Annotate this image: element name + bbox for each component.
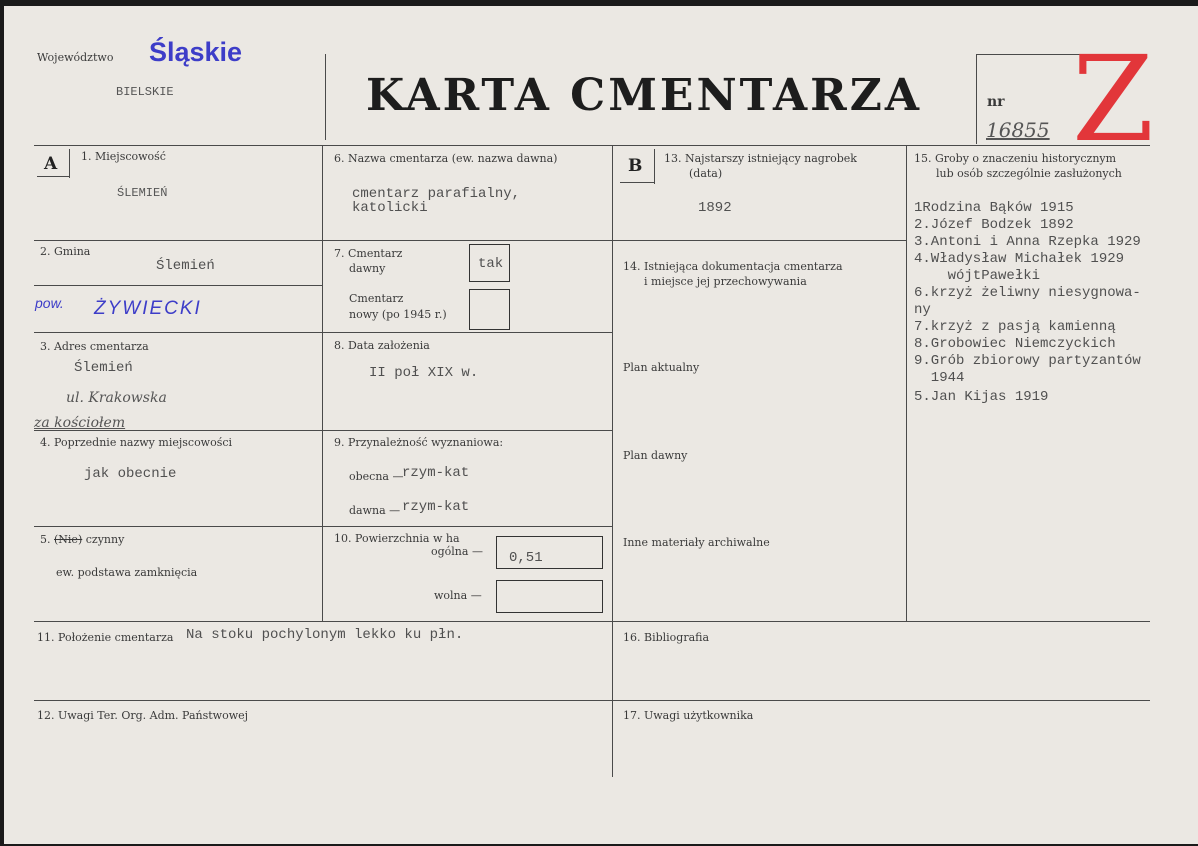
field7-label2: dawny	[349, 262, 386, 275]
graves-line: 8.Grobowiec Niemczyckich	[914, 336, 1116, 352]
field4-label: 4. Poprzednie nazwy miejscowości	[40, 436, 233, 449]
a-row-line-1	[34, 240, 322, 241]
field7-nowy-box	[469, 289, 510, 330]
a-row-line-2	[34, 285, 322, 286]
graves-line: 1944	[914, 370, 965, 386]
field7-label1: 7. Cmentarz	[334, 247, 403, 260]
field6-label: 6. Nazwa cmentarza (ew. nazwa dawna)	[334, 152, 558, 165]
field5-label-row: 5. (Nie) czynny	[40, 533, 125, 546]
bottom-row-line-2b	[612, 700, 1150, 701]
graves-line: 5.Jan Kijas 1919	[914, 389, 1049, 405]
plan-aktualny-label: Plan aktualny	[623, 361, 700, 374]
category-letter-stamp: Z	[1072, 30, 1154, 168]
field5-label: czynny	[85, 533, 125, 546]
field2-label: 2. Gmina	[40, 245, 91, 258]
graves-line: 3.Antoni i Anna Rzepka 1929	[914, 234, 1141, 250]
mid-row-line-3	[322, 430, 612, 431]
field13-label1: 13. Najstarszy istniejący nagrobek	[664, 152, 857, 165]
field7b-label1: Cmentarz	[349, 292, 404, 305]
field10-ogolna-value: 0,51	[509, 550, 543, 566]
nr-label: nr	[987, 94, 1005, 110]
field13-label2: (data)	[689, 167, 723, 180]
graves-line: wójtPawełki	[914, 268, 1041, 284]
field2-value: Ślemień	[156, 258, 215, 274]
nr-box-left	[976, 54, 977, 144]
card-title: KARTA CMENTARZA	[366, 70, 922, 121]
field10-wolna-label: wolna —	[434, 589, 482, 602]
region-stamp: BIELSKIE	[116, 85, 174, 99]
wojewodztwo-value: Śląskie	[149, 37, 243, 67]
field12-label: 12. Uwagi Ter. Org. Adm. Państwowej	[37, 709, 249, 722]
nr-value: 16855	[986, 118, 1050, 142]
field4-value: jak obecnie	[84, 466, 177, 482]
field3-street: ul. Krakowska	[66, 390, 167, 406]
field3-note: za kościołem	[34, 415, 126, 431]
letter-b-box-side	[654, 149, 655, 184]
bottom-row-line-1	[34, 621, 1150, 622]
field9-obecna-value: rzym-kat	[402, 465, 470, 481]
graves-line: 9.Grób zbiorowy partyzantów	[914, 353, 1141, 369]
field8-value: II poł XIX w.	[369, 365, 479, 381]
field15-label1: 15. Groby o znaczeniu historycznym	[914, 152, 1117, 165]
field5-struck: (Nie)	[54, 533, 83, 546]
field14-label1: 14. Istniejąca dokumentacja cmentarza	[623, 260, 843, 273]
b-row-line-1	[612, 240, 906, 241]
powiat-label: pow.	[35, 295, 64, 311]
field15-label2: lub osób szczególnie zasłużonych	[936, 167, 1122, 180]
field1-value: ŚLEMIEŃ	[117, 186, 168, 200]
field13-value: 1892	[698, 200, 732, 216]
field3-label: 3. Adres cmentarza	[40, 340, 149, 353]
header-divider	[325, 54, 326, 140]
inne-materialy-label: Inne materiały archiwalne	[623, 536, 770, 549]
field7-value: tak	[478, 256, 504, 272]
wojewodztwo-label: Województwo	[37, 51, 114, 64]
graves-line: ny	[914, 302, 931, 318]
a-row-line-3	[34, 332, 322, 333]
letter-a-box-side	[69, 149, 70, 178]
field9-dawna-value: rzym-kat	[402, 499, 470, 515]
field10-label: 10. Powierzchnia w ha	[334, 532, 460, 545]
powiat-value: ŻYWIECKI	[94, 298, 202, 319]
field7b-label2: nowy (po 1945 r.)	[349, 308, 447, 321]
field6-line2: katolicki	[352, 200, 428, 216]
letter-a-box-bottom	[37, 176, 69, 177]
plan-dawny-label: Plan dawny	[623, 449, 688, 462]
field5-sub: ew. podstawa zamknięcia	[56, 566, 198, 579]
field9-label: 9. Przynależność wyznaniowa:	[334, 436, 504, 449]
mid-row-line-4	[322, 526, 612, 527]
mid-row-line-2	[322, 332, 612, 333]
cemetery-card	[4, 6, 1198, 844]
graves-line: 6.krzyż żeliwny niesygnowa-	[914, 285, 1141, 301]
graves-line: 2.Józef Bodzek 1892	[914, 217, 1074, 233]
mid-row-line-1	[322, 240, 612, 241]
field9-dawna-label: dawna —	[349, 504, 401, 517]
field11-label: 11. Położenie cmentarza	[37, 631, 174, 644]
field14-label2: i miejsce jej przechowywania	[644, 275, 807, 288]
graves-line: 1Rodzina Bąków 1915	[914, 200, 1074, 216]
field8-label: 8. Data założenia	[334, 339, 430, 352]
field3-value: Ślemień	[74, 360, 133, 376]
section-a-letter: A	[44, 154, 58, 174]
a-row-line-5	[34, 526, 322, 527]
field1-label: 1. Miejscowość	[81, 150, 166, 163]
field10-ogolna-label: ogólna —	[431, 545, 483, 558]
field10-wolna-box	[496, 580, 603, 613]
graves-line: 4.Władysław Michałek 1929	[914, 251, 1125, 267]
graves-line: 7.krzyż z pasją kamienną	[914, 319, 1116, 335]
grid-top-line	[34, 145, 1150, 146]
bottom-row-line-2	[34, 700, 612, 701]
grid-col-1	[322, 145, 323, 621]
grid-col-3	[906, 145, 907, 621]
section-b-letter: B	[628, 156, 643, 176]
field9-obecna-label: obecna —	[349, 470, 404, 483]
field16-label: 16. Bibliografia	[623, 631, 710, 644]
letter-b-box-bottom	[620, 182, 654, 183]
field6-line1: cmentarz parafialny,	[352, 186, 521, 202]
field11-value: Na stoku pochylonym lekko ku płn.	[186, 627, 464, 643]
field17-label: 17. Uwagi użytkownika	[623, 709, 754, 722]
